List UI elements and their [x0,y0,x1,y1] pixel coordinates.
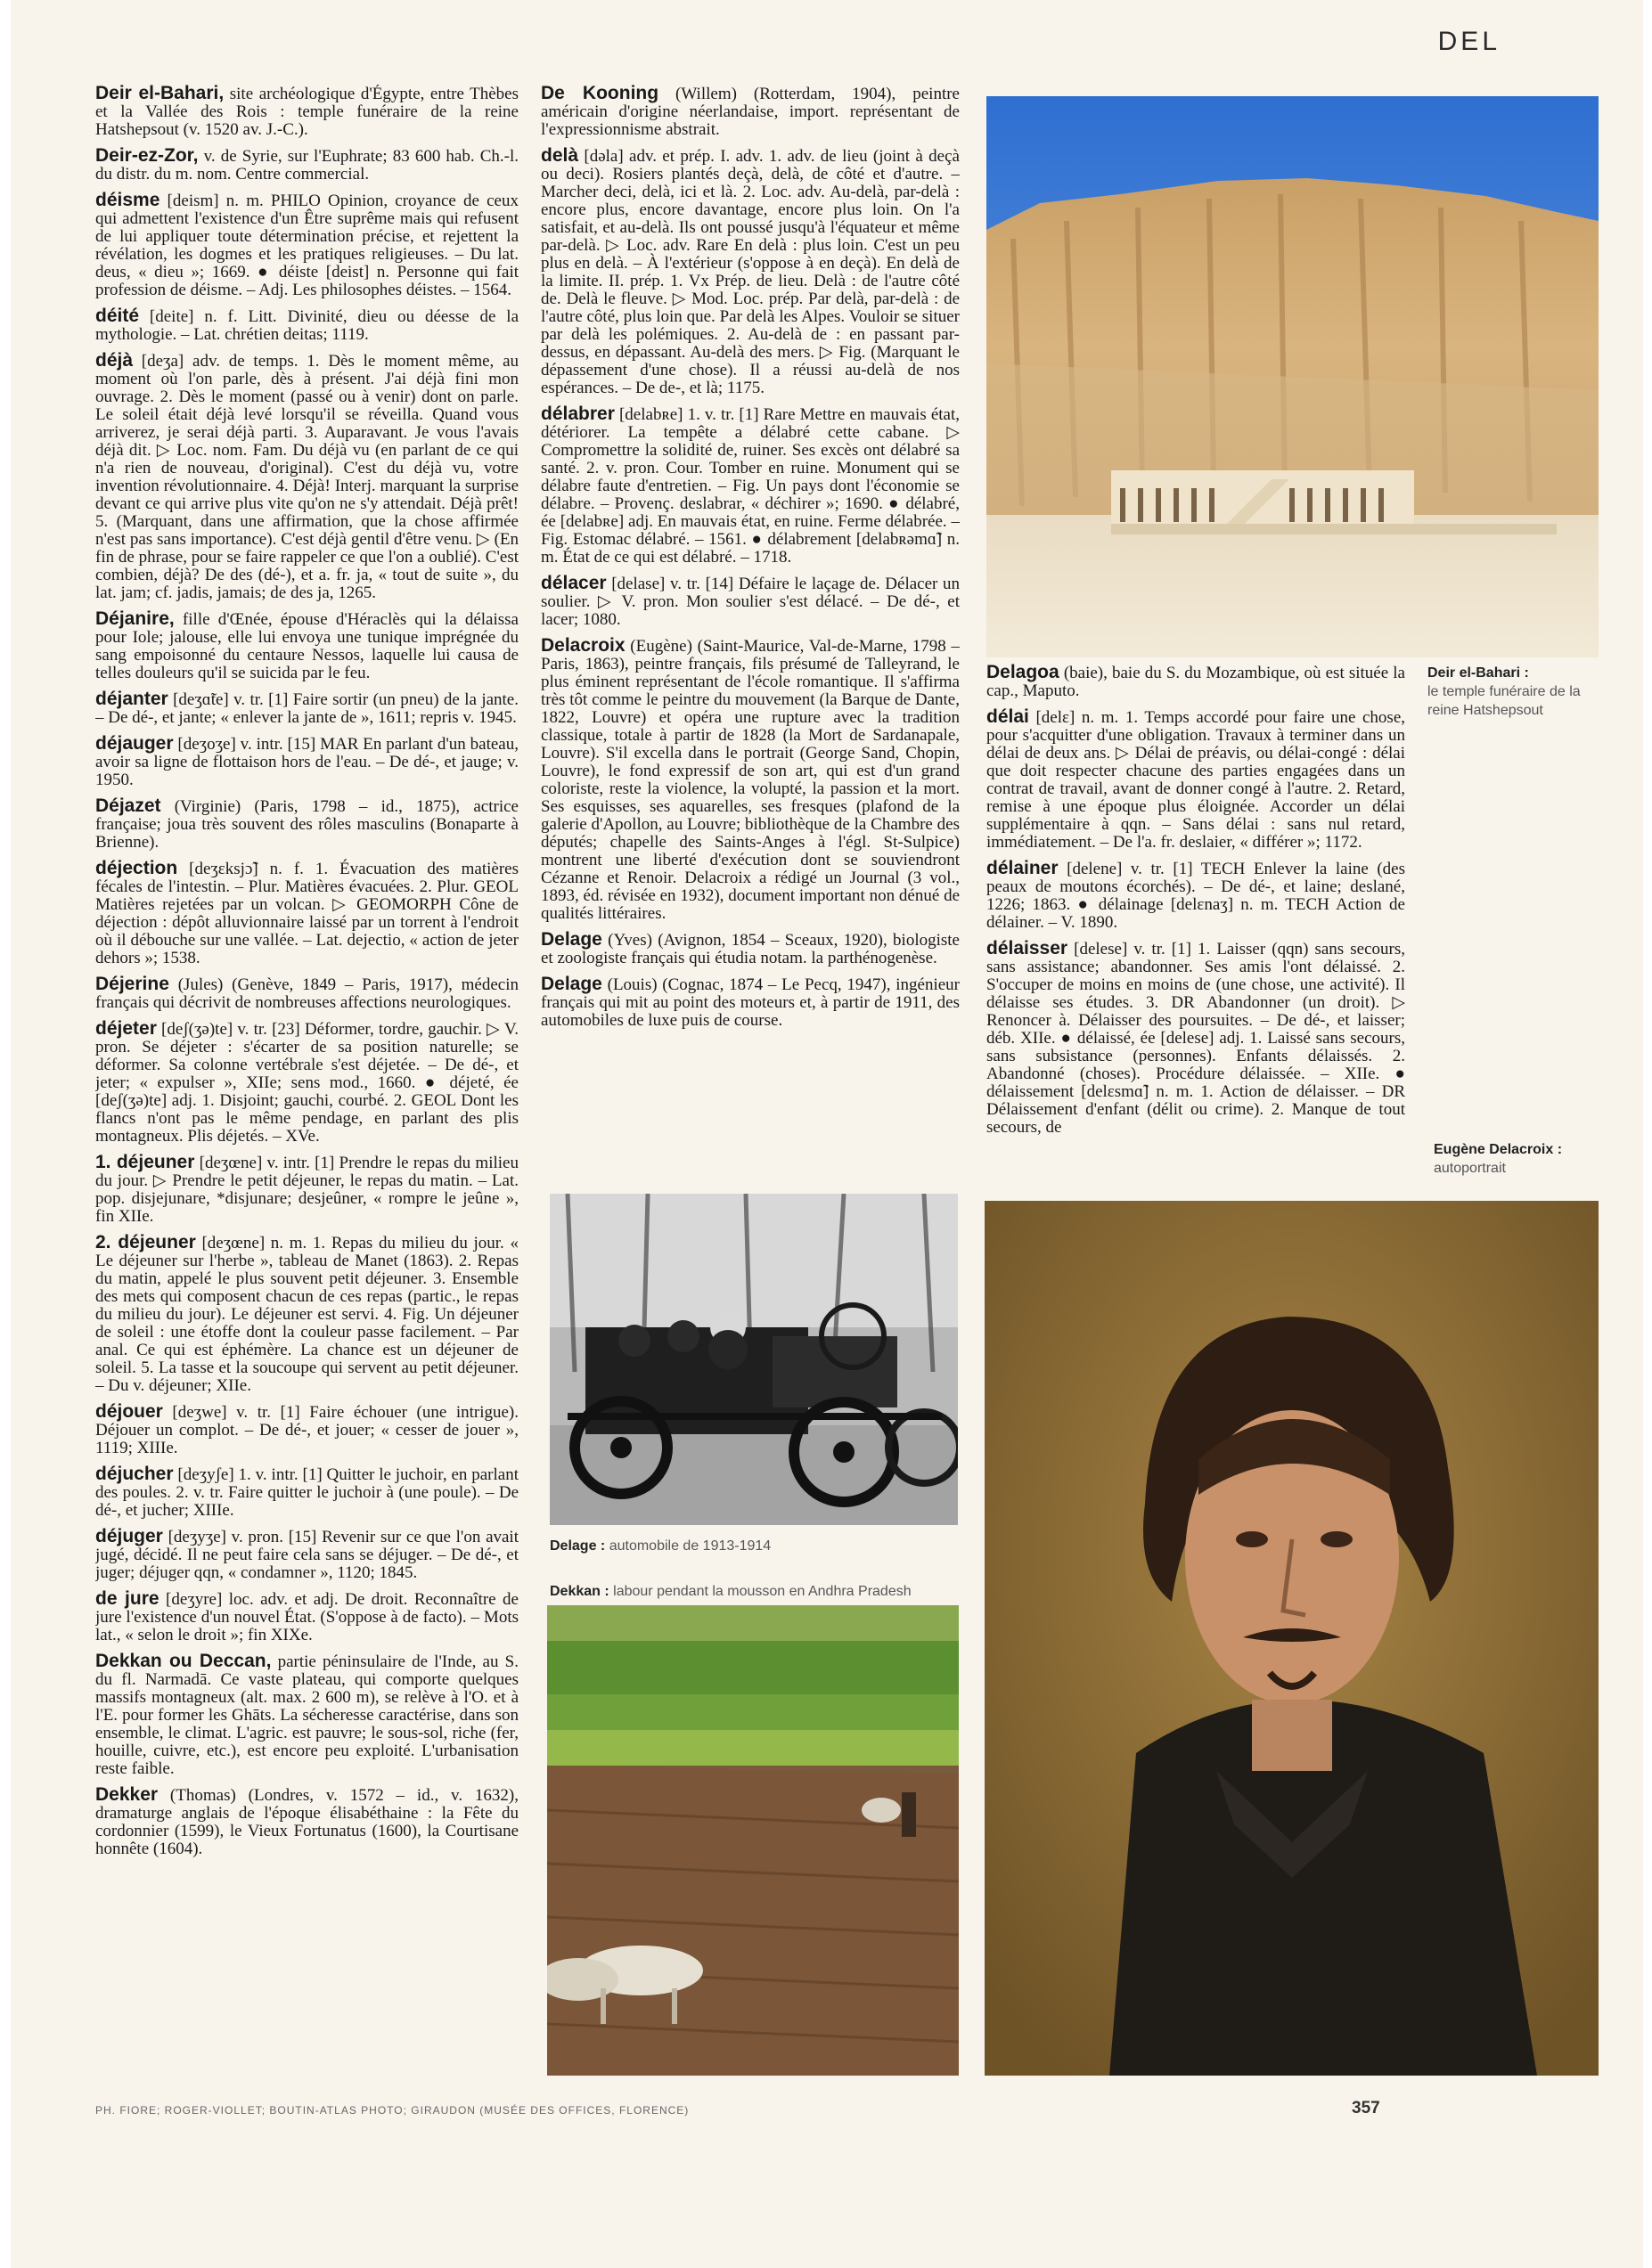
dictionary-entry [986,708,1405,852]
dictionary-entry [541,147,960,397]
entry-headword: déjeter [95,1018,157,1039]
entry-text: [delɛ] n. m. 1. Temps accordé pour faire une chose, pour s'acquitter d'une obligation. Travaux à terminer dans un délai de deux ans. ▷ Délai de préavis, ou délai-congé : délai que doit respecter chacune des parties engagées dans un contrat de travail, avant de donner congé à l'autre. 2. Retard, remise à une époque plus éloignée. Accorder un délai supplémentaire à qqn. – Sans délai : sans nul retard, immédiatement. – De l'a. fr. deslaier, « différer »; 1172. [986,708,1405,852]
dictionary-entry [95,735,519,789]
entry-text: [deʒɛksjɔ̃] n. f. 1. Évacuation des matières fécales de l'intestin. – Plur. Matières évacuées. 2. Plur. GEOL Matières rejetées par un volcan. ▷ GEOMORPH Cône de déjection : dépôt alluvionnaire laissé par un torrent à l'endroit où il débouche sur une vallée. – Lat. dejectio, « action de jeter dehors »; 1538. [95,860,519,967]
entry-headword: déisme [95,190,160,210]
entry-text: [deʒœne] v. intr. [1] Prendre le repas du milieu du jour. ▷ Prendre le petit déjeuner, le repas du matin. – Lat. pop. disjejunare, *disjunare; desjeûner, « rompre le jeûne », fin XIIe. [95,1154,519,1226]
entry-text: v. de Syrie, sur l'Euphrate; 83 600 hab. Ch.-l. du distr. du m. nom. Centre commercial. [95,147,519,184]
entry-headword: Delagoa [986,664,1059,682]
car-caption-text: automobile de 1913-1914 [609,1538,772,1554]
dictionary-entry [95,1465,519,1520]
portrait-caption-text: autoportrait [1434,1161,1506,1176]
entry-headword: 1. déjeuner [95,1152,195,1172]
entry-text: [dəla] adv. et prép. I. adv. 1. adv. de lieu (joint à deçà ou deci). Rosiers plantés deçà, delà, de côté et d'autre. – Marcher deci, delà, ici et là. 2. Loc. adv. Au-delà, par-delà : encore plus, encore davantage, encore plus loin. On l'a satisfait, et au-delà. Ils ont poussé jusqu'à l'équateur et même par-delà. ▷ Loc. adv. Rare En delà : plus loin. C'est un peu plus en delà. – À l'extérieur (s'oppose à en deçà). En delà de la limite. II. prép. 1. Vx Prép. de lieu. Delà : de l'autre côté de. Delà le fleuve. ▷ Mod. Loc. prép. Par delà, par-delà : de l'autre côté, plus loin que. Par delà les Alpes. Vouloir se situer par delà les polémiques. 2. Au-delà de : en passant par-dessus, en dépassant. Au-delà des mers. ▷ Fig. (Marquant le dépassement d'une chose). Il a réussi au-delà de nos espérances. – De de-, et là; 1175. [541,147,960,397]
dictionary-entry [95,307,519,344]
entry-headword: Deir-ez-Zor, [95,145,199,166]
portrait-caption-name: Eugène Delacroix : [1434,1142,1563,1157]
entry-text: fille d'Œnée, épouse d'Héraclès qui la délaissa pour Iole; jalouse, elle lui envoya une tunique imprégnée du sang empoisonné du centaure Nessos, laquelle lui causa de telles douleurs qu'il se suicida par le feu. [95,610,519,682]
dictionary-entry [541,575,960,629]
entry-text: [delabʀe] 1. v. tr. [1] Rare Mettre en mauvais état, détériorer. La tempête a délabré cette cabane. ▷ Compromettre la solidité de, ruiner. Ses excès ont délabré sa santé. 2. v. pron. Cour. Tomber en ruine. Monument qui se délabre faute d'entretien. – Fig. Un pays dont l'économie se délabre. – Provenç. deslabrar, « déchirer »; 1690. ● délabré, ée [delabʀe] adj. En mauvais état, en ruine. Ferme délabrée. – Fig. Estomac délabré. – 1561. ● délabrement [delabʀəmɑ̃] n. m. État de ce qui est délabré. – 1718. [541,405,960,567]
temple-caption-text: le temple funéraire de la reine Hatshepsout [1427,684,1581,718]
car-photo [550,1194,958,1525]
dictionary-entry [95,352,519,602]
dictionary-entry [95,147,519,184]
entry-text: [delese] v. tr. [1] 1. Laisser (qqn) sans secours, sans assistance; abandonner. Ses amis l'ont délaissé. 2. S'occuper de moins en moins de (une chose, une activité). Il délaisse ses études. 3. DR Abandonner (un droit). ▷ Renoncer à. Délaisser des poursuites. – De dé-, et laisser; déb. XIIe. ● délaissé, ée [delese] adj. 1. Laissé sans secours, sans subsistance (personnes). Enfants délaissés. 2. Abandonné (choses). Procédure délaissée. – XIIe. ● délaissement [delɛsmɑ̃] n. m. 1. Action de délaisser. – DR Délaissement d'enfant (délit ou crime). 2. Manque de tout secours, de [986,940,1405,1137]
entry-headword: délacer [541,573,607,593]
dictionary-page [11,0,1643,2268]
dictionary-entry [541,975,960,1030]
dictionary-entry [95,610,519,682]
temple-caption-name: Deir el-Bahari : [1427,665,1529,681]
entry-text: site archéologique d'Égypte, entre Thèbes et la Vallée des Rois : temple funéraire de la reine Hatshepsout (v. 1520 av. J.-C.). [95,85,519,139]
entry-text: [deʒœne] n. m. 1. Repas du milieu du jour. « Le déjeuner sur l'herbe », tableau de Manet (1863). 2. Repas du matin, appelé le plus souvent petit déjeuner. 3. Ensemble des mets qui composent chacun de ces repas (partic., le repas du milieu du jour). Le déjeuner est servi. 4. Fig. Un déjeuner de soleil : une étoffe dont la couleur passe facilement. – Par anal. Ce qui est éphémère. La chance est un déjeuner de soleil. 5. La tasse et la soucoupe qui servent au petit déjeuner. – Du v. déjeuner; XIIe. [95,1234,519,1395]
entry-headword: déité [95,306,140,326]
entry-headword: déjuger [95,1526,163,1546]
entry-headword: Déjazet [95,795,161,816]
dictionary-entry [95,690,519,727]
temple-caption [1427,664,1615,720]
entry-text: [deʒyʃe] 1. v. intr. [1] Quitter le juchoir, en parlant des poules. 2. v. tr. Faire quitter le juchoir à (une poule). – De dé-, et jucher; XIIIe. [95,1465,519,1520]
entry-text: partie péninsulaire de l'Inde, au S. du fl. Narmadā. Ce vaste plateau, qui comporte quelques massifs montagneux (alt. max. 2 600 m), se relève à l'O. et à l'E. pour former les Ghāts. La sécheresse caractérise, dans son ensemble, le climat. L'agric. est pauvre; le sous-sol, riche (fer, houille, cuivre, etc.), est encore peu exploité. L'urbanisation reste faible. [95,1652,519,1778]
entry-text: [deite] n. f. Litt. Divinité, dieu ou déesse de la mythologie. – Lat. chrétien deitas; 1119. [95,307,519,344]
entry-headword: De Kooning [541,85,659,103]
entry-text: [deʃ(ʒə)te] v. tr. [23] Déformer, tordre, gauchir. ▷ V. pron. Se déjeter : s'écarter de sa position naturelle; se déformer. Sa colonne vertébrale s'est déjetée. – De dé-, et jeter; « expulser », XIIe; sens mod., 1660. ● déjeté, ée [deʃ(ʒə)te] adj. 1. Disjoint; gauchi, courbé. 2. GEOL Dont les flancs n'ont pas le même pendage, en parlant des plis montagneux. Plis déjetés. – XVe. [95,1020,519,1146]
dictionary-entry [95,1652,519,1778]
entry-text: (Yves) (Avignon, 1854 – Sceaux, 1920), biologiste et zoologiste français qui étudia notam. la parthénogenèse. [541,931,960,967]
column-3 [986,664,1405,1163]
portrait-caption [1434,1140,1630,1178]
entry-headword: déjucher [95,1464,174,1484]
entry-text: [deism] n. m. PHILO Opinion, croyance de ceux qui admettent l'existence d'un Être suprême mais qui refusent de lui appliquer toute détermination précise, et rejettent la révélation, les dogmes et les pratiques religieuses. – Du lat. deus, « dieu »; 1669. ● déiste [deist] n. Personne qui fait profession de déisme. – Adj. Les philosophes déistes. – 1564. [95,192,519,299]
entry-text: [delase] v. tr. [14] Défaire le laçage de. Délacer un soulier. ▷ V. pron. Mon soulier s'est délacé. – De dé-, et lacer; 1080. [541,575,960,629]
entry-headword: Déjerine [95,974,169,994]
entry-text: [deʒɑ̃te] v. tr. [1] Faire sortir (un pneu) de la jante. – De dé-, et jante; « enlever la jante de », 1611; repris v. 1945. [95,690,519,727]
entry-text: (Willem) (Rotterdam, 1904), peintre américain d'origine néerlandaise, import. représentant de l'expressionnisme abstrait. [541,85,960,139]
entry-headword: Dekker [95,1784,159,1805]
entry-text: (Thomas) (Londres, v. 1572 – id., v. 1632), dramaturge anglais de l'époque élisabéthaine : la Fête du cordonnier (1599), le Vieux Fortunatus (1600), la Courtisane honnête (1604). [95,1786,519,1858]
field-caption-name: Dekkan : [550,1584,609,1599]
entry-headword: delà [541,145,579,166]
entry-headword: déjouer [95,1401,163,1422]
field-caption-text: labour pendant la mousson en Andhra Pradesh [613,1584,912,1599]
car-caption [550,1537,958,1555]
entry-headword: déjection [95,858,178,878]
entry-text: (Jules) (Genève, 1849 – Paris, 1917), médecin français qui décrivit de nombreuses affections neurologiques. [95,975,519,1012]
dictionary-entry [95,1786,519,1858]
entry-text: [deʒa] adv. de temps. 1. Dès le moment même, au moment où l'on parle, dès à présent. J'ai déjà fini mon ouvrage. 2. Dès le moment (passé ou à venir) dont on parle. Le soleil était déjà levé lorsqu'il se réveilla. Quand vous arriverez, je serai déjà parti. 3. Auparavant. Je vous l'avais déjà dit. ▷ Loc. nom. Fam. Du déjà vu (en parlant de ce qui n'a rien de nouveau, d'original). C'est du déjà vu, votre invention révolutionnaire. 4. Déjà! Interj. marquant la surprise devant ce qui arrive plus vite qu'on ne s'y attendait. Déjà prêt! 5. (Marquant, dans une affirmation, que la chose affirmée n'est pas sans importance). C'est déjà gentil d'être venu. ▷ (En fin de phrase, pour se faire rappeler ce que l'on a oublié). C'est combien, déjà? De des (dé-), et a. fr. ja, « tout de suite », du lat. jam; cf. jadis, jamais; de des ja, 1265. [95,352,519,602]
entry-headword: délai [986,706,1029,727]
dictionary-entry [95,1154,519,1226]
entry-headword: Delage [541,974,602,994]
car-caption-name: Delage : [550,1538,606,1554]
entry-text: [deʒoʒe] v. intr. [15] MAR En parlant d'un bateau, avoir sa ligne de flottaison hors de l'eau. – De dé-, et jauge; v. 1950. [95,735,519,789]
running-head: DEL [1437,27,1501,56]
dictionary-entry [95,192,519,299]
dictionary-entry [95,1528,519,1582]
dictionary-entry [541,637,960,923]
dictionary-entry [541,405,960,567]
dictionary-entry [95,1234,519,1395]
dictionary-entry [541,931,960,967]
dictionary-entry [95,975,519,1012]
entry-headword: délaisser [986,938,1068,959]
entry-text: [delene] v. tr. [1] TECH Enlever la laine (des peaux de moutons écorchés). – De dé-, et laine; deslané, 1226; 1863. ● délainage [delɛnaʒ] n. m. TECH Action de délainer. – V. 1890. [986,860,1405,932]
dictionary-entry [95,797,519,852]
entry-text: (Eugène) (Saint-Maurice, Val-de-Marne, 1798 – Paris, 1863), peintre français, fils présumé de Talleyrand, le plus éminent représentant de l'école romantique. Il s'affirma très tôt comme le peintre du mouvement (la Barque de Dante, 1822, Louvre) et opéra une rupture avec la tradition classique, totale à partir de 1828 (la Mort de Sardanapale, Louvre). S'il excella dans le portrait (George Sand, Chopin, Louvre), le fond expressif de son art, qui est d'un grand coloriste, reste la violence, la volupté, la passion et la mort. Ses esquisses, ses aquarelles, ses fresques (plafond de la galerie d'Apollon, au Louvre; bibliothèque de la Chambre des députés; chapelle des Saints-Anges à l'égl. St-Sulpice) montrent une liberté d'exécution dont se souviendront Cézanne et Renoir. Delacroix a rédigé un Journal (3 vol., 1893, éd. révisée en 1932), document important non dénué de qualités littéraires. [541,637,960,923]
temple-photo [986,96,1599,657]
entry-text: (Virginie) (Paris, 1798 – id., 1875), actrice française; joua très souvent des rôles masculins (Bonaparte à Brienne). [95,797,519,852]
entry-text: [deʒyʒe] v. pron. [15] Revenir sur ce que l'on avait jugé, décidé. Il ne peut faire cela sans se déjuger. – De dé-, et juger; déjuger qqn, « condamner », 1120; 1845. [95,1528,519,1582]
column-2 [541,85,960,1194]
dictionary-entry [95,860,519,967]
dictionary-entry [95,1020,519,1146]
dictionary-entry [986,664,1405,700]
dictionary-entry [95,1590,519,1644]
entry-headword: Deir el-Bahari, [95,85,225,103]
column-1 [95,85,519,2098]
entry-text: [deʒyre] loc. adv. et adj. De droit. Reconnaître de jure l'existence d'un nouvel État. (S'oppose à de facto). – Mots lat., « selon le droit »; fin XIXe. [95,1590,519,1644]
entry-headword: Delacroix [541,635,626,656]
entry-headword: délainer [986,858,1059,878]
photo-credits: PH. FIORE; ROGER-VIOLLET; BOUTIN-ATLAS PHOTO; GIRAUDON (MUSÉE DES OFFICES, FLORENCE) [95,2104,690,2117]
dictionary-entry [541,85,960,139]
entry-headword: de jure [95,1588,159,1609]
field-photo [547,1605,959,2076]
dictionary-entry [986,860,1405,932]
entry-headword: déjà [95,350,134,371]
entry-headword: Dekkan ou Deccan, [95,1651,272,1671]
page-number: 357 [1352,2099,1380,2117]
delacroix-portrait [985,1201,1599,2076]
entry-text: [deʒwe] v. tr. [1] Faire échouer (une intrigue). Déjouer un complot. – De dé-, et jouer; « cesser de jouer », 1119; XIIIe. [95,1403,519,1457]
entry-headword: Déjanire, [95,608,175,629]
entry-headword: déjanter [95,689,168,709]
entry-headword: 2. déjeuner [95,1232,196,1252]
dictionary-entry [95,1403,519,1457]
entry-text: (baie), baie du S. du Mozambique, où est située la cap., Maputo. [986,664,1405,700]
entry-text: (Louis) (Cognac, 1874 – Le Pecq, 1947), ingénieur français qui mit au point des moteurs et, à partir de 1911, des automobiles de luxe puis de course. [541,975,960,1030]
entry-headword: délabrer [541,404,615,424]
entry-headword: Delage [541,929,602,950]
dictionary-entry [986,940,1405,1137]
dictionary-entry [95,85,519,139]
entry-headword: déjauger [95,733,174,754]
field-caption [550,1582,960,1601]
